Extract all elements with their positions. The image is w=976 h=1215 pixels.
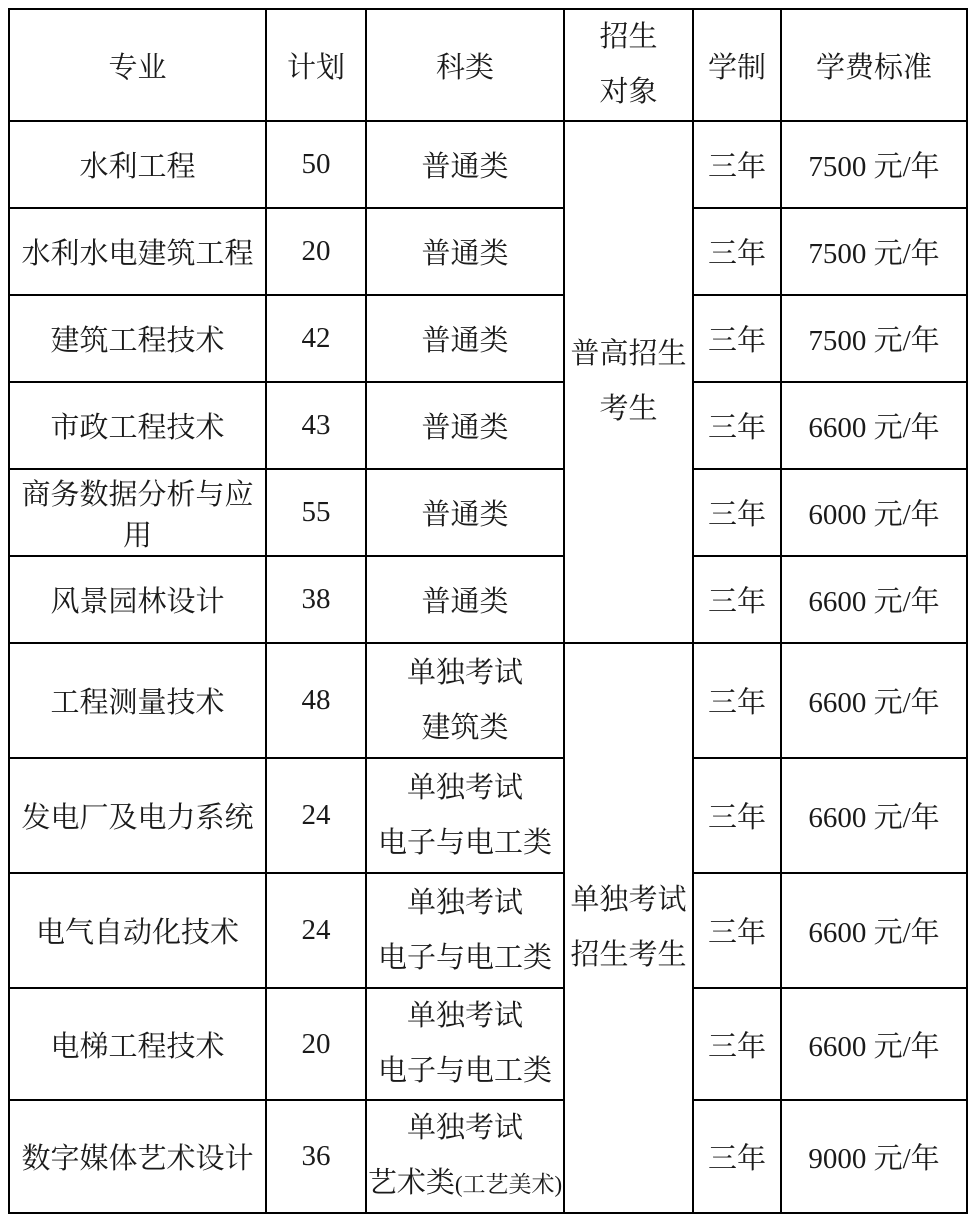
duration-cell: 三年 — [693, 758, 781, 873]
duration-cell: 三年 — [693, 873, 781, 988]
target-group-line1: 普高招生 — [570, 338, 687, 370]
table-row — [9, 556, 967, 643]
header-plan: 计划 — [266, 9, 366, 121]
category-line2: 建筑类 — [421, 711, 509, 744]
table-row — [9, 1100, 967, 1213]
admission-plan-table — [8, 8, 968, 1214]
category-cell: 普通类 — [366, 556, 564, 643]
table-row — [9, 208, 967, 295]
category-line1: 单独考试 — [406, 771, 523, 804]
duration-cell: 三年 — [693, 208, 781, 295]
category-line2-paren: (工艺美术) — [454, 1172, 563, 1197]
tuition-cell: 6600 元/年 — [781, 382, 967, 469]
category-line2-main: 艺术类 — [367, 1167, 455, 1199]
duration-cell: 三年 — [693, 382, 781, 469]
plan-cell: 50 — [266, 121, 366, 208]
major-cell: 数字媒体艺术设计 — [9, 1100, 266, 1213]
major-cell: 建筑工程技术 — [9, 295, 266, 382]
table-row — [9, 988, 967, 1100]
major-cell: 发电厂及电力系统 — [9, 758, 266, 873]
category-cell: 普通类 — [366, 208, 564, 295]
plan-cell: 24 — [266, 758, 366, 873]
tuition-cell: 6000 元/年 — [781, 469, 967, 556]
category-line1: 单独考试 — [406, 1000, 523, 1032]
tuition-cell: 6600 元/年 — [781, 758, 967, 873]
category-cell: 普通类 — [366, 382, 564, 469]
table-row — [9, 643, 967, 758]
plan-cell: 48 — [266, 643, 366, 758]
header-category: 科类 — [366, 9, 564, 121]
tuition-cell: 7500 元/年 — [781, 295, 967, 382]
duration-cell: 三年 — [693, 1100, 781, 1213]
tuition-cell: 6600 元/年 — [781, 988, 967, 1100]
table-row — [9, 758, 967, 873]
major-cell: 市政工程技术 — [9, 382, 266, 469]
category-cell — [366, 758, 564, 873]
category-cell: 普通类 — [366, 469, 564, 556]
table-row — [9, 295, 967, 382]
tuition-cell: 6600 元/年 — [781, 643, 967, 758]
header-target-line1: 招生 — [599, 21, 658, 53]
header-major: 专业 — [9, 9, 266, 121]
plan-cell: 24 — [266, 873, 366, 988]
duration-cell: 三年 — [693, 295, 781, 382]
category-cell — [366, 988, 564, 1100]
category-line1: 单独考试 — [406, 1112, 523, 1144]
major-cell: 水利水电建筑工程 — [9, 208, 266, 295]
plan-cell: 20 — [266, 988, 366, 1100]
header-duration: 学制 — [693, 9, 781, 121]
table-row — [9, 469, 967, 556]
major-cell: 风景园林设计 — [9, 556, 266, 643]
table-row — [9, 121, 967, 208]
tuition-cell: 7500 元/年 — [781, 121, 967, 208]
plan-cell: 43 — [266, 382, 366, 469]
category-line2: 电子与电工类 — [377, 826, 552, 859]
major-cell: 水利工程 — [9, 121, 266, 208]
header-row — [9, 9, 967, 121]
target-group-line1: 单独考试 — [570, 884, 687, 916]
target-group-cell — [564, 643, 693, 1213]
category-cell: 普通类 — [366, 121, 564, 208]
tuition-cell: 9000 元/年 — [781, 1100, 967, 1213]
plan-cell: 42 — [266, 295, 366, 382]
category-line2 — [367, 1156, 563, 1212]
duration-cell: 三年 — [693, 988, 781, 1100]
plan-cell: 55 — [266, 469, 366, 556]
category-line2: 电子与电工类 — [377, 941, 552, 974]
tuition-cell: 7500 元/年 — [781, 208, 967, 295]
target-group-line2: 考生 — [599, 393, 658, 425]
plan-cell: 36 — [266, 1100, 366, 1213]
header-tuition: 学费标准 — [781, 9, 967, 121]
table-row — [9, 873, 967, 988]
major-cell: 商务数据分析与应用 — [9, 469, 266, 556]
target-group-line2: 招生考生 — [570, 939, 687, 971]
major-cell: 电气自动化技术 — [9, 873, 266, 988]
plan-cell: 38 — [266, 556, 366, 643]
duration-cell: 三年 — [693, 643, 781, 758]
category-cell — [366, 643, 564, 758]
category-line2: 电子与电工类 — [377, 1055, 552, 1087]
category-line1: 单独考试 — [406, 656, 523, 689]
tuition-cell: 6600 元/年 — [781, 873, 967, 988]
category-cell — [366, 1100, 564, 1213]
target-group-cell — [564, 121, 693, 643]
plan-cell: 20 — [266, 208, 366, 295]
table-row — [9, 382, 967, 469]
category-line1: 单独考试 — [406, 886, 523, 919]
duration-cell: 三年 — [693, 556, 781, 643]
duration-cell: 三年 — [693, 469, 781, 556]
header-target — [564, 9, 693, 121]
major-cell: 工程测量技术 — [9, 643, 266, 758]
header-target-line2: 对象 — [599, 76, 658, 108]
category-cell: 普通类 — [366, 295, 564, 382]
major-cell: 电梯工程技术 — [9, 988, 266, 1100]
category-cell — [366, 873, 564, 988]
tuition-cell: 6600 元/年 — [781, 556, 967, 643]
duration-cell: 三年 — [693, 121, 781, 208]
